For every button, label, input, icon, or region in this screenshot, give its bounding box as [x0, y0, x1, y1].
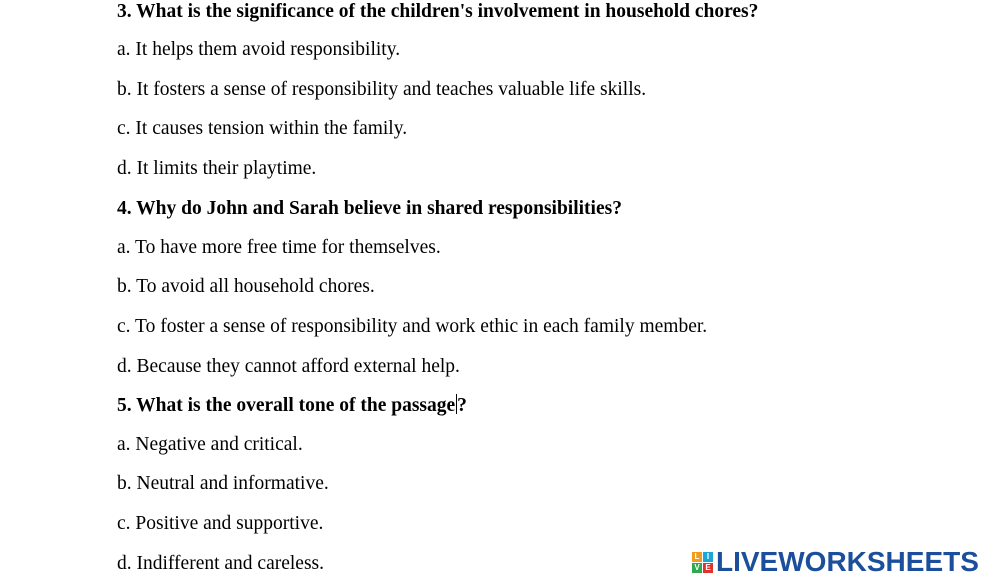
question-3-option-b[interactable]: b. It fosters a sense of responsibility and teaches valuable life skills.: [117, 79, 647, 100]
question-5-prompt-end: ?: [457, 395, 467, 416]
question-5-prompt: [117, 394, 467, 418]
logo-mark-letter: E: [703, 563, 713, 573]
question-5-option-d[interactable]: d. Indifferent and careless.: [117, 553, 325, 574]
logo-mark-letter: I: [703, 552, 713, 562]
question-4-option-a[interactable]: a. To have more free time for themselves.: [117, 237, 441, 258]
logo-mark-letter: L: [692, 552, 702, 562]
question-4-prompt: 4. Why do John and Sarah believe in shared responsibilities?: [117, 198, 622, 219]
question-3-prompt: 3. What is the significance of the children's involvement in household chores?: [117, 1, 759, 22]
logo-text: LIVEWORKSHEETS: [716, 546, 979, 577]
question-3-option-a[interactable]: a. It helps them avoid responsibility.: [117, 39, 401, 60]
logo-mark-letter: V: [692, 563, 702, 573]
question-5-prompt-text: 5. What is the overall tone of the passage: [117, 395, 456, 416]
question-4-option-c[interactable]: c. To foster a sense of responsibility and work ethic in each family member.: [117, 316, 708, 337]
question-4-option-d[interactable]: d. Because they cannot afford external help.: [117, 356, 460, 377]
question-5-option-a[interactable]: a. Negative and critical.: [117, 434, 303, 455]
liveworksheets-logo: [692, 548, 979, 576]
question-3-option-c[interactable]: c. It causes tension within the family.: [117, 118, 408, 139]
question-5-option-c[interactable]: c. Positive and supportive.: [117, 513, 324, 534]
logo-mark-icon: [692, 552, 713, 573]
question-4-option-b[interactable]: b. To avoid all household chores.: [117, 276, 375, 297]
question-3-option-d[interactable]: d. It limits their playtime.: [117, 158, 317, 179]
question-5-option-b[interactable]: b. Neutral and informative.: [117, 473, 329, 494]
